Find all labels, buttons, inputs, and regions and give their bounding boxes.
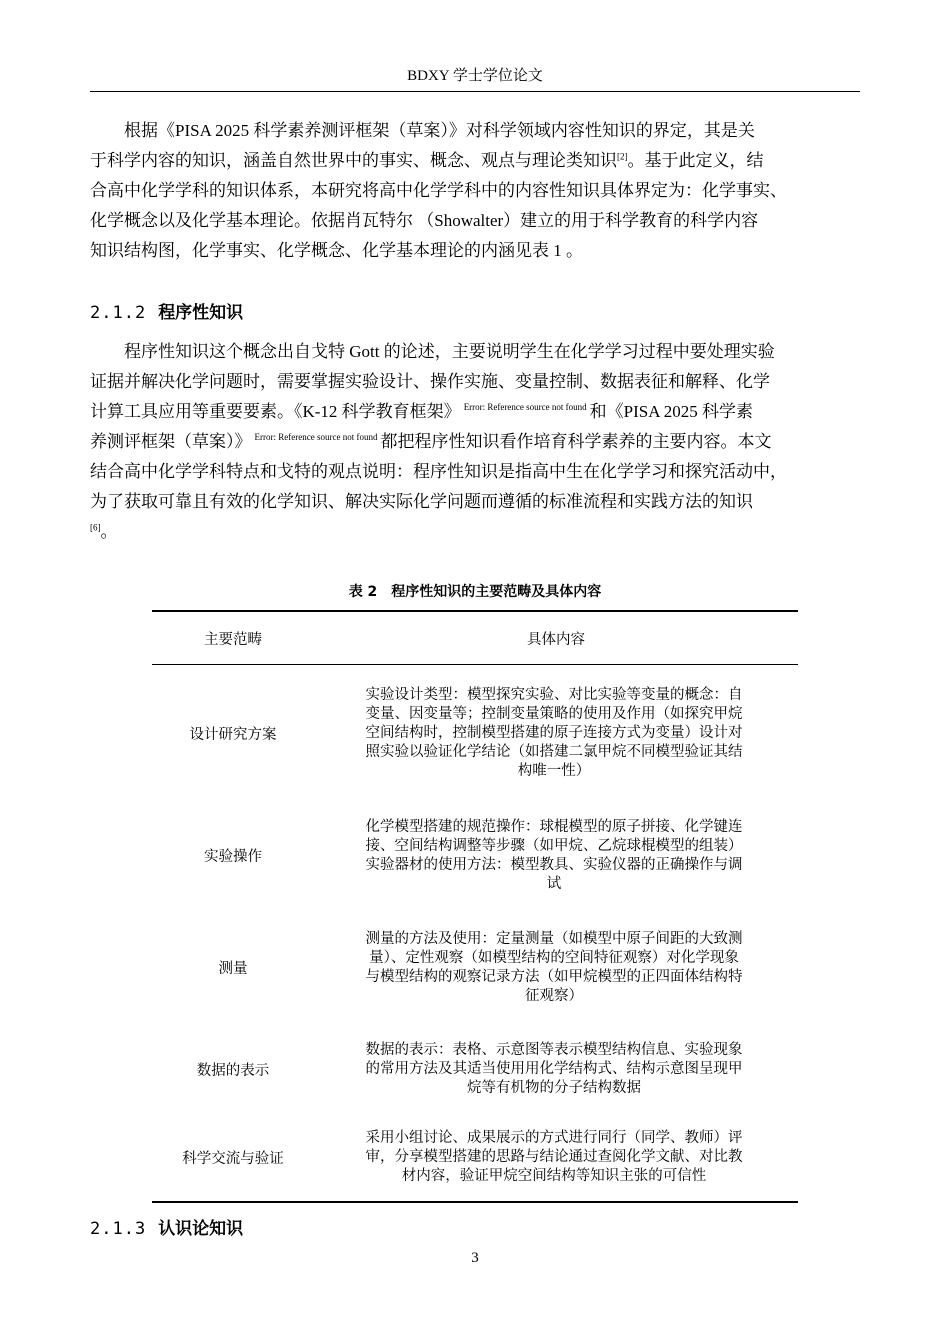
- section-heading-2-1-3: [90, 1214, 243, 1239]
- table-row: [152, 802, 798, 909]
- table-row: [152, 909, 798, 1026]
- category-cell: 测量: [218, 961, 248, 977]
- para2-line5: 结合高中化学学科特点和戈特的观点说明：程序性知识是指高中生在化学学习和探究活动中，: [90, 462, 787, 481]
- para2-line2: 证据并解决化学问题时，需要掌握实验设计、操作实施、变量控制、数据表征和解释、化学: [90, 372, 770, 391]
- category-cell: 数据的表示: [196, 1063, 270, 1079]
- citation-2: [2]: [617, 151, 628, 162]
- table-caption: 表 2 程序性知识的主要范畴及具体内容: [348, 584, 602, 600]
- content-line: 测量的方法及使用：定量测量（如模型中原子间距的大致测: [365, 930, 743, 947]
- content-cell: [314, 909, 798, 1026]
- para2-line1: 程序性知识这个概念出自戈特 Gott 的论述，主要说明学生在化学学习过程中要处理实验: [124, 342, 775, 361]
- content-line: 采用小组讨论、成果展示的方式进行同行（同学、教师）评: [365, 1129, 743, 1146]
- content-cell: [314, 802, 798, 909]
- para2-line3b: 和《PISA 2025 科学素: [589, 402, 754, 421]
- para2-line7: 。: [100, 522, 118, 541]
- paragraph-content-knowledge: [90, 116, 860, 266]
- table-row: [152, 1026, 798, 1113]
- para1-line3: 合高中化学学科的知识体系，本研究将高中化学学科中的内容性知识具体界定为：化学事实、: [90, 181, 787, 200]
- content-line: 量）、定性观察（如模型结构的空间特征观察）对化学现象: [369, 949, 739, 966]
- reference-error-1: Error: Reference source not found: [463, 402, 587, 413]
- para1-line2a: 于科学内容的知识，涵盖自然世界中的事实、概念、观点与理论类知识: [90, 151, 617, 170]
- page-number: 3: [471, 1250, 479, 1266]
- para1-line1: 根据《PISA 2025 科学素养测评框架（草案）》对科学领域内容性知识的界定，其是关: [124, 121, 755, 140]
- procedural-knowledge-table: [152, 610, 798, 1203]
- citation-6: [6]: [90, 522, 101, 533]
- running-header: BDXY 学士学位论文: [90, 64, 860, 92]
- column-header-content: 具体内容: [314, 611, 798, 665]
- para2-line3a: 计算工具应用等重要要素。《K-12 科学教育框架》: [90, 402, 461, 421]
- content-line: 审，分享模型搭建的思路与结论通过查阅化学文献、对比教: [365, 1148, 743, 1165]
- content-line: 试: [546, 875, 562, 892]
- content-line: 材内容，验证甲烷空间结构等知识主张的可信性: [401, 1167, 707, 1184]
- category-cell: 科学交流与验证: [152, 1113, 314, 1202]
- content-cell: [314, 665, 798, 803]
- table-row: [152, 1113, 798, 1202]
- paragraph-procedural-knowledge: [90, 337, 860, 547]
- section-title: 程序性知识: [158, 303, 244, 323]
- para1-line2b: 。基于此定义，结: [627, 151, 764, 170]
- table-header-row: [152, 611, 798, 665]
- category-cell: 设计研究方案: [189, 727, 277, 743]
- content-line: 化学模型搭建的规范操作：球棍模型的原子拼接、化学键连: [365, 818, 743, 835]
- para2-line6: 为了获取可靠且有效的化学知识、解决实际化学问题而遵循的标准流程和实践方法的知识: [90, 492, 753, 511]
- content-line: 与模型结构的观察记录方法（如甲烷模型的正四面体结构特: [365, 968, 743, 985]
- para2-line4a: 养测评框架（草案）》: [90, 432, 252, 451]
- content-line: 接、空间结构调整等步骤（如甲烷、乙烷球棍模型的组装）: [365, 837, 743, 854]
- content-line: 烷等有机物的分子结构数据: [467, 1080, 641, 1096]
- content-line: 实验器材的使用方法：模型教具、实验仪器的正确操作与调: [365, 856, 743, 873]
- section-number: 2.1.3: [90, 1219, 147, 1239]
- content-line: 构唯一性）: [517, 763, 591, 779]
- content-line: 变量、因变量等；控制变量策略的使用及作用（如探究甲烷: [365, 706, 743, 722]
- reference-error-2: Error: Reference source not found: [254, 432, 378, 443]
- content-cell: [314, 1113, 798, 1202]
- para2-line4b: 都把程序性知识看作培育科学素养的主要内容。本文: [380, 432, 772, 451]
- content-cell: [314, 1026, 798, 1113]
- section-title: 认识论知识: [158, 1219, 244, 1239]
- table-row: [152, 665, 798, 803]
- section-number: 2.1.2: [90, 303, 147, 323]
- content-line: 征观察）: [525, 987, 583, 1004]
- section-heading-2-1-2: [90, 298, 243, 323]
- content-line: 照实验以验证化学结论（如搭建二氯甲烷不同模型验证其结: [365, 744, 743, 760]
- column-header-category: 主要范畴: [152, 611, 314, 665]
- para1-line5: 知识结构图，化学事实、化学概念、化学基本理论的内涵见表 1 。: [90, 241, 583, 260]
- content-line: 空间结构时，控制模型搭建的原子连接方式为变量）设计对: [365, 725, 743, 741]
- content-line: 数据的表示：表格、示意图等表示模型结构信息、实验现象: [365, 1042, 743, 1058]
- para1-line4: 化学概念以及化学基本理论。依据肖瓦特尔 （Showalter）建立的用于科学教育的科学内容: [90, 211, 759, 230]
- content-line: 实验设计类型：模型探究实验、对比实验等变量的概念：自: [365, 687, 743, 703]
- category-cell: 实验操作: [204, 849, 262, 865]
- content-line: 的常用方法及其适当使用用化学结构式、结构示意图呈现甲: [365, 1061, 743, 1077]
